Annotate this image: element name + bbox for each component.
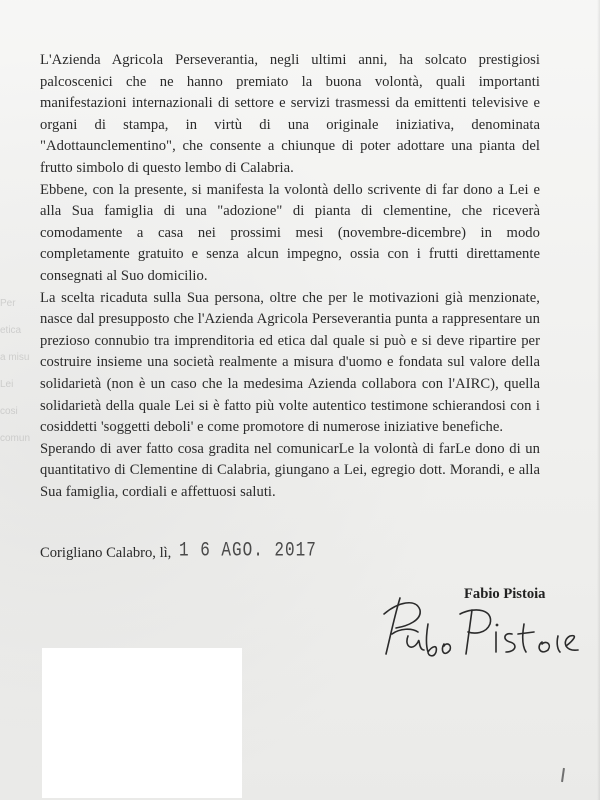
letter-body [40,50,540,503]
paragraph-closing: Sperando di aver fatto cosa gradita nel comunicarLe la volontà di farLe dono di un quantitativo di Clementine di Calabria, giungano a Lei, egregio dott. Morandi, e alla Sua famiglia, cordiali e affettuosi saluti. [40,440,540,500]
place-and-date [40,539,317,563]
date-stamp: 1 6 AGO. 2017 [178,539,317,562]
redaction-tab [42,648,122,668]
signer-name: Fabio Pistoia [464,586,546,602]
paragraph-gift: Ebbene, con la presente, si manifesta la volontà dello scrivente di far dono a Lei e alla Sua famiglia di una "adozione" di pianta di clementine, che riceverà comodamente a casa nei prossimi mesi (novembre-dicembre) in modo completamente gratuito e senza alcun impegno, ossia con i frutti direttamente consegnati al Suo domicilio. [40,181,540,284]
paragraph-intro: L'Azienda Agricola Perseverantia, negli ultimi anni, ha solcato prestigiosi palcoscenici che ne hanno premiato la buona volontà, quali importanti manifestazioni internazionali di settore e servizi trasmessi da emittenti televisive e organi di stampa, in virtù di una originale iniziativa, denominata "Adottaunclementino", che consente a chiunque di poter adottare una pianta del frutto simbolo di questo lembo di Calabria. [40,52,540,176]
bleed-through-text: Per etica a misu Lei cosi comun [0,298,31,444]
paragraph-motivation: La scelta ricaduta sulla Sua persona, oltre che per le motivazioni già menzionate, nasce dal presupposto che l'Azienda Agricola Perseverantia punta a rappresentare un prezioso connubio tra imprenditoria ed etica dal quale si può e si deve ripartire per costruire insieme una società realmente a misura d'uomo e fondata sul valore della solidarietà (non è un caso che la medesima Azienda collabora con l'AIRC), quella solidarietà della quale Lei si è fatto più volte autentico testimone schierandosi con i cosiddetti 'soggetti deboli' e come promotore di numerose iniziative benefiche. [40,289,540,436]
redacted-area [42,648,242,798]
place-label: Corigliano Calabro, lì, [40,545,172,561]
handwritten-signature [378,588,588,668]
